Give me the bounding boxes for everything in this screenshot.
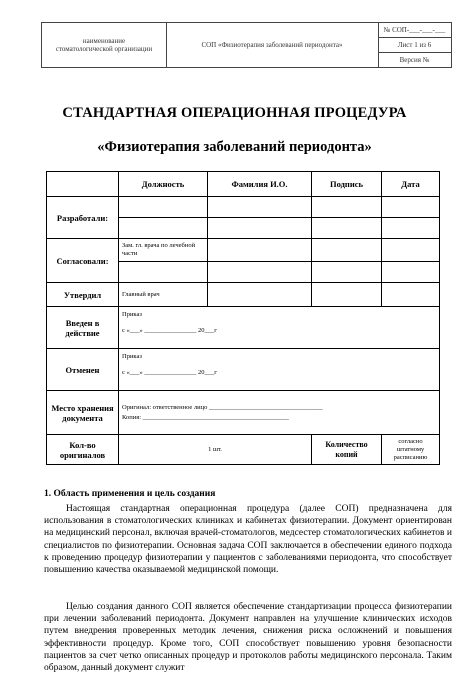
introduced-order-date: с «___» ________________ 20___г bbox=[122, 327, 217, 334]
table-cell bbox=[312, 197, 382, 218]
document-header bbox=[41, 22, 452, 68]
approved-position: Главный врач bbox=[119, 283, 208, 307]
header-empty bbox=[47, 172, 119, 197]
introduced-label: Введен в действие bbox=[47, 307, 119, 349]
table-cell bbox=[312, 262, 382, 283]
cancelled-label: Отменен bbox=[47, 349, 119, 391]
table-cell bbox=[119, 262, 208, 283]
storage-label: Место хранения документа bbox=[47, 391, 119, 435]
table-cell bbox=[208, 239, 312, 262]
table-cell bbox=[208, 218, 312, 239]
copies-count-label: Количество копий bbox=[312, 435, 382, 465]
table-row bbox=[47, 283, 440, 307]
table-cell bbox=[119, 197, 208, 218]
copy-holder: Копия: _____________________________________________ bbox=[122, 413, 289, 421]
organization-cell bbox=[42, 23, 167, 67]
paragraph-1: Настоящая стандартная операционная процедура (далее СОП) предназначена для использования в стоматологических клиниках и кабинетах физиотерапии. Документ ориентирован на медицинский персонал, включая врачей-стоматологов, медсестер стоматологических кабинетов и специалистов по физиотерапии. Основная задача СОП заключается в обеспечении единого подхода к проведению процедур физиотерапии у пациентов с заболеваниями периодонта, что способствует повышению качества оказываемой медицинской помощи. bbox=[44, 504, 452, 576]
sop-meta-cell bbox=[378, 23, 451, 67]
table-cell bbox=[119, 218, 208, 239]
table-row bbox=[47, 349, 440, 391]
table-row bbox=[47, 307, 440, 349]
table-cell bbox=[312, 239, 382, 262]
table-cell bbox=[312, 218, 382, 239]
agreed-label: Согласовали: bbox=[47, 239, 119, 283]
org-label-line-1: наименование bbox=[82, 37, 126, 45]
copies-count-value: согласно штатному расписанию bbox=[382, 435, 440, 465]
developed-label: Разработали: bbox=[47, 197, 119, 239]
table-cell bbox=[382, 283, 440, 307]
header-signature: Подпись bbox=[312, 172, 382, 197]
header-date: Дата bbox=[382, 172, 440, 197]
section-heading: 1. Область применения и цель создания bbox=[44, 489, 216, 499]
org-label-line-2: стоматологической организации bbox=[55, 45, 153, 53]
cancelled-order-date: с «___» ________________ 20___г bbox=[122, 369, 217, 376]
table-cell bbox=[382, 218, 440, 239]
introduced-order-label: Приказ bbox=[122, 311, 142, 318]
sop-title-cell: СОП «Физиотерапия заболеваний периодонта» bbox=[166, 23, 379, 67]
count-value: 1 шт. bbox=[119, 435, 312, 465]
cancelled-order-label: Приказ bbox=[122, 353, 142, 360]
agreed-position: Зам. гл. врача по лечебной части bbox=[119, 239, 208, 262]
storage-cell bbox=[119, 391, 440, 435]
table-row bbox=[47, 391, 440, 435]
document-title: СТАНДАРТНАЯ ОПЕРАЦИОННАЯ ПРОЦЕДУРА bbox=[62, 105, 407, 121]
table-cell bbox=[208, 283, 312, 307]
count-label: Кол-во оригиналов bbox=[47, 435, 119, 465]
version-number: Версия № bbox=[399, 56, 430, 64]
sop-number: № СОП-___-___-___ bbox=[378, 23, 451, 38]
paragraph-2: Целью создания данного СОП является обеспечение стандартизации процесса физиотерапии при лечении заболеваний периодонта. Документ направлен на улучшение клинических исходов путем внедрения проверенных методик лечения, снижения риска осложнений и повышения эффективности процедур. Кроме того, СОП способствует повышению уровня безопасности пациентов за счет четко описанных процедур и протоколов работы медицинского персонала. Таким образом, данный документ служит bbox=[44, 602, 452, 674]
introduced-order-cell bbox=[119, 307, 440, 349]
table-row bbox=[47, 239, 440, 262]
table-cell bbox=[208, 262, 312, 283]
approved-label: Утвердил bbox=[47, 283, 119, 307]
table-header-row bbox=[47, 172, 440, 197]
document-subtitle: «Физиотерапия заболеваний периодонта» bbox=[97, 139, 372, 155]
sheet-number: Лист 1 из 6 bbox=[378, 38, 451, 53]
header-name: Фамилия И.О. bbox=[208, 172, 312, 197]
header-position: Должность bbox=[119, 172, 208, 197]
table-cell bbox=[382, 262, 440, 283]
table-cell bbox=[208, 197, 312, 218]
table-row bbox=[47, 435, 440, 465]
approval-table bbox=[46, 171, 440, 465]
table-cell bbox=[312, 283, 382, 307]
original-holder: Оригинал: ответственное лицо ___________________________________ bbox=[122, 403, 323, 411]
table-cell bbox=[382, 239, 440, 262]
cancelled-order-cell bbox=[119, 349, 440, 391]
table-cell bbox=[382, 197, 440, 218]
table-row bbox=[47, 197, 440, 218]
